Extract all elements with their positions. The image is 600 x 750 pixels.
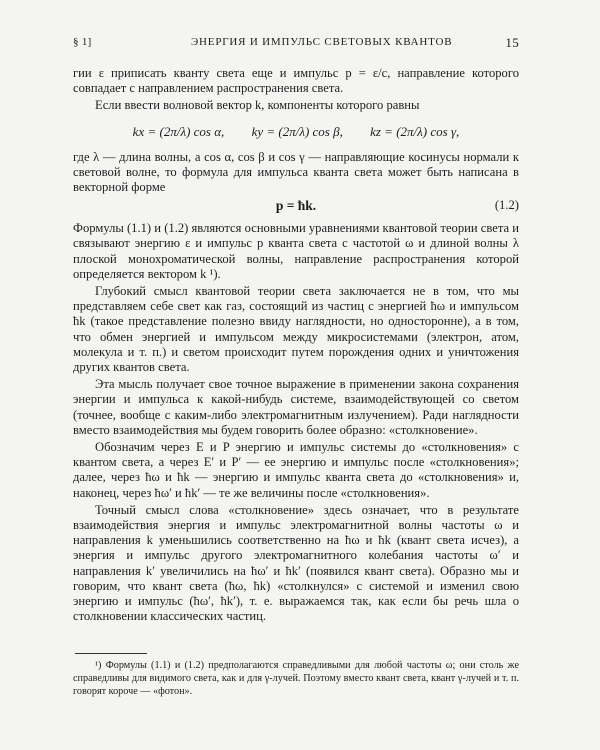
footnote: ¹) Формулы (1.1) и (1.2) предполагаются справедливыми для любой частоты ω; они столь же справедливы для видимого света, как и для γ-лучей. Поэтому вместо квант света, квант γ-лучей и т. п. говорят короче — «фотон». (73, 660, 519, 697)
paragraph-wave-vector-intro: Если ввести волновой вектор k, компоненты которого равны (95, 98, 420, 113)
section-marker: § 1] (73, 36, 92, 48)
paragraph-continuation: гии ε приписать кванту света еще и импульс p = ε/c, направление которого совпадает с направлением распространения света. (73, 66, 519, 96)
formula-ky: ky = (2π/λ) cos β, (251, 123, 343, 139)
paragraph-collision-meaning: Точный смысл слова «столкновение» здесь означает, что в результате взаимодействия энергия и импульс электромагнитной волны частоты ω и направления k уменьшились соответственно на ħω и ħk (квант света исчез), а энергия и импульс другого электромагнитного колебания частоты ω′ и направления k′ увеличились на ħω′ и ħk′ (появился квант света). Образно мы и говорим, что квант света (ħω, ħk) «столкнулся» с системой и изменил свою энергию и импульс (ħω′, ħk′), т. е. выражаемся так, как если бы речь шла о столкновении классических частиц. (73, 502, 519, 624)
footnote-rule (75, 653, 147, 654)
page-number: 15 (505, 35, 519, 50)
paragraph-notation: Обозначим через E и P энергию и импульс системы до «столкновения» с квантом света, а через E′ и P′ — ее энергию и импульс после «столкновения»; далее, через ħω и ħk — энергию и импульс кванта света до «столкновения» и, наконец, через ħω′ и ħk′ — те же величины после «столкновения». (73, 440, 519, 500)
main-text (73, 66, 519, 627)
paragraph-deep-meaning: Глубокий смысл квантовой теории света заключается не в том, что мы представляем себе свет как газ, состоящий из частиц с энергией ħω и импульсом ħk (такое представление полезно ввиду наглядности, но односторонне), а в том, что обмен энергией и импульсом между микросистемами (электрон, атом, молекула и т. п.) и светом происходит путем порождения одних и уничтожения других квантов света. (73, 284, 519, 375)
running-title: ЭНЕРГИЯ И ИМПУЛЬС СВЕТОВЫХ КВАНТОВ (191, 36, 453, 48)
equation-1-2 (73, 198, 519, 215)
formula-kz: kz = (2π/λ) cos γ, (370, 123, 460, 139)
paragraph-conservation: Эта мысль получает свое точное выражение в применении закона сохранения энергии и импульса к какой-нибудь системе, взаимодействующей со светом (точнее, вообще с каким-либо электромагнитным излучением). Ради наглядности вместо взаимодействия мы будем говорить более образно: «столкновение». (73, 377, 519, 437)
wave-vector-components (73, 121, 519, 143)
paragraph-direction-cosines: где λ — длина волны, a cos α, cos β и cos γ — направляющие косинусы нормали к световой волне, то формула для импульса кванта света может быть написана в векторной форме (73, 149, 519, 195)
equation-number: (1.2) (494, 198, 519, 213)
formula-kx: kx = (2π/λ) cos α, (132, 123, 225, 139)
equation-expression: p = ħk. (275, 198, 317, 214)
running-header (73, 36, 519, 52)
paragraph-basic-equations: Формулы (1.1) и (1.2) являются основными уравнениями квантовой теории света и связывают энергию ε и импульс p кванта света с частотой ω и длиной волны λ плоской монохроматической волны, направление распространения которой определяется вектором k ¹). (73, 221, 519, 281)
